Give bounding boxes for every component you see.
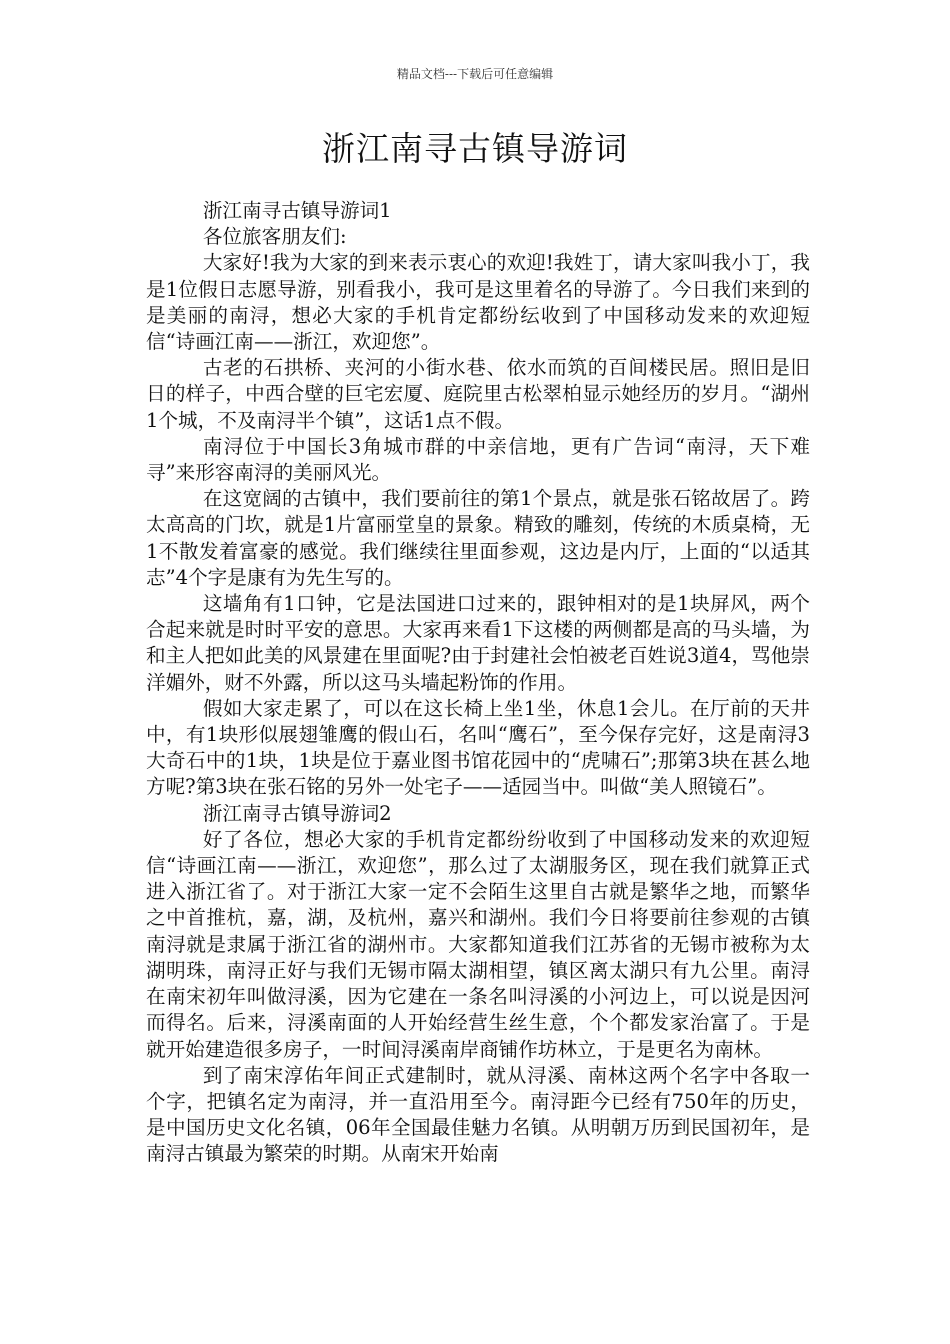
paragraph: 浙江南寻古镇导游词2 bbox=[202, 801, 392, 825]
paragraph: 好了各位，想必大家的手机肯定都纷纷收到了中国移动发来的欢迎短信“诗画江南——浙江，欢迎您”，那么过了太湖服务区，现在我们就算正式进入浙江省了。对于浙江大家一定不会陌生这里自古就是繁华之地，而繁华之中首推杭，嘉，湖，及杭州，嘉兴和湖州。我们今日将要前往参观的古镇南浔就是隶属于浙江省的湖州市。大家都知道我们江苏省的无锡市被称为太湖明珠，南浔正好与我们无锡市隔太湖相望，镇区离太湖只有九公里。南浔在南宋初年叫做浔溪，因为它建在一条名叫浔溪的小河边上，可以说是因河而得名。后来，浔溪南面的人开始经营生丝生意，个个都发家治富了。于是就开始建造很多房子，一时间浔溪南岸商铺作坊林立，于是更名为南林。 bbox=[146, 827, 810, 1061]
paragraph: 浙江南寻古镇导游词1 bbox=[202, 199, 392, 222]
paragraph: 到了南宋淳佑年间正式建制时，就从浔溪、南林这两个名字中各取一个字，把镇名定为南浔，并一直沿用至今。南浔距今已经有750年的历史，是中国历史文化名镇，06年全国最佳魅力名镇。从明朝万历到民国初年，是南浔古镇最为繁荣的时期。从南宋开始南 bbox=[146, 1063, 810, 1166]
document-body bbox=[146, 198, 810, 1168]
paragraph: 各位旅客朋友们: bbox=[202, 225, 347, 249]
paragraph: 南浔位于中国长3角城市群的中亲信地，更有广告词“南浔，天下难寻”来形容南浔的美丽风光。 bbox=[146, 434, 810, 485]
paragraph: 大家好!我为大家的到来表示衷心的欢迎!我姓丁，请大家叫我小丁，我是1位假日志愿导游，别看我小，我可是这里着名的导游了。今日我们来到的是美丽的南浔，想必大家的手机肯定都纷纭收到了中国移动发来的欢迎短信“诗画江南——浙江，欢迎您”。 bbox=[146, 251, 810, 354]
document-title: 浙江南寻古镇导游词 bbox=[322, 129, 628, 168]
header-note: 精品文档---下载后可任意编辑 bbox=[396, 67, 554, 81]
paragraph: 古老的石拱桥、夹河的小街水巷、依水而筑的百间楼民居。照旧是旧日的样子，中西合壁的巨宅宏厦、庭院里古松翠柏显示她经历的岁月。“湖州1个城，不及南浔半个镇”，这话1点不假。 bbox=[146, 356, 810, 432]
paragraph: 假如大家走累了，可以在这长椅上坐1坐，休息1会儿。在厅前的天井中，有1块形似展翅雏鹰的假山石，名叫“鹰石”，至今保存完好，这是南浔3大奇石中的1块，1块是位于嘉业图书馆花园中的“虎啸石”;那第3块在甚么地方呢?第3块在张石铭的另外一处宅子——适园当中。叫做“美人照镜石”。 bbox=[146, 696, 810, 799]
paragraph: 这墙角有1口钟，它是法国进口过来的，跟钟相对的是1块屏风，两个合起来就是时时平安的意思。大家再来看1下这楼的两侧都是高的马头墙，为和主人把如此美的风景建在里面呢?由于封建社会怕被老百姓说3道4，骂他崇洋媚外，财不外露，所以这马头墙起粉饰的作用。 bbox=[146, 592, 810, 694]
paragraph: 在这宽阔的古镇中，我们要前往的第1个景点，就是张石铭故居了。跨太高高的门坎，就是1片富丽堂皇的景象。精致的雕刻，传统的木质桌椅，无1不散发着富豪的感觉。我们继续往里面参观，这边是内厅，上面的“以适其志”4个字是康有为先生写的。 bbox=[146, 487, 810, 589]
